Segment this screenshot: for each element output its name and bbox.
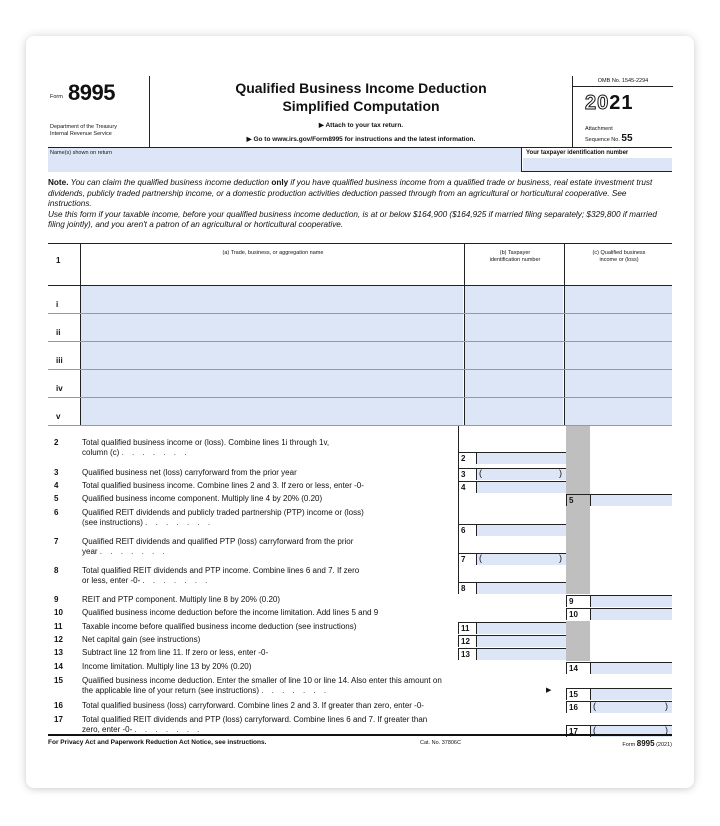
qbi-amount-field[interactable] xyxy=(565,370,672,397)
line-box-number: 9 xyxy=(566,595,590,607)
col-b-head-cell xyxy=(464,244,564,285)
line-box-number: 6 xyxy=(458,524,476,536)
line-text: Total qualified business income or (loss). Combine lines 1i through 1v, xyxy=(82,438,330,447)
footer-form-number: 8995 xyxy=(636,739,655,748)
qbi-amount-field[interactable] xyxy=(565,286,672,313)
line-number: 3 xyxy=(54,468,59,477)
open-paren: ( xyxy=(479,553,482,563)
line-number: 10 xyxy=(54,608,63,617)
line-text: Total qualified business income. Combine lines 2 and 3. If zero or less, enter -0- xyxy=(82,481,364,490)
form-title xyxy=(150,80,572,115)
name-field[interactable] xyxy=(48,148,522,172)
line-box-number: 16 xyxy=(566,701,590,713)
note-text-1 xyxy=(48,178,672,210)
title-line-1: Qualified Business Income Deduction xyxy=(235,80,487,96)
line-text: Total qualified REIT dividends and PTP income. Combine lines 6 and 7. If zero xyxy=(82,566,360,575)
trade-name-field[interactable] xyxy=(81,286,463,313)
year-outline: 20 xyxy=(585,92,610,114)
line-amount-field[interactable] xyxy=(476,622,566,634)
line-box-number: 17 xyxy=(566,725,590,737)
table-row xyxy=(48,398,672,426)
table-row xyxy=(48,314,672,342)
line-number: 16 xyxy=(54,701,63,710)
line-amount-field[interactable] xyxy=(476,481,566,493)
line-description xyxy=(82,608,562,618)
footer-form-id xyxy=(622,739,672,748)
row-label: iv xyxy=(56,384,63,393)
line-text: Qualified business net (loss) carryforward from the prior year xyxy=(82,468,297,477)
year-solid: 21 xyxy=(609,92,634,114)
catalog-number: Cat. No. 37806C xyxy=(420,740,461,746)
line-description xyxy=(82,438,452,457)
line-description xyxy=(82,662,562,672)
line-number: 13 xyxy=(54,648,63,657)
line-number: 12 xyxy=(54,635,63,644)
sequence-label: Sequence No. xyxy=(585,136,620,143)
line-box-number: 10 xyxy=(566,608,590,620)
line-number: 6 xyxy=(54,508,59,517)
note-text-1a: You can claim the qualified business income deduction xyxy=(68,178,272,187)
line-amount-field[interactable] xyxy=(476,524,566,536)
sequence-number: 55 xyxy=(621,132,633,144)
taxpayer-id-field[interactable] xyxy=(465,342,563,369)
line-amount-field[interactable] xyxy=(476,553,566,565)
line-text: Qualified business income deduction. Enter the smaller of line 10 or line 14. Also enter this amount on xyxy=(82,676,442,685)
table-header xyxy=(48,244,672,286)
line-text: Qualified business income deduction before the income limitation. Add lines 5 and 9 xyxy=(82,608,379,617)
line-number: 8 xyxy=(54,566,59,575)
form-8995 xyxy=(48,76,672,748)
leader-dots: . . . . . . . xyxy=(142,575,211,585)
close-paren: ) xyxy=(665,701,668,711)
line-amount-field[interactable] xyxy=(590,701,672,713)
close-paren: ) xyxy=(665,725,668,735)
col-a-head-cell xyxy=(80,244,464,285)
line-description xyxy=(82,508,452,527)
name-row xyxy=(48,148,672,172)
line-number: 14 xyxy=(54,662,63,671)
taxpayer-id-field[interactable] xyxy=(465,286,563,313)
line-description xyxy=(82,494,562,504)
line-description xyxy=(82,537,452,556)
line-number: 5 xyxy=(54,494,59,503)
line-text-2: zero, enter -0- xyxy=(82,724,133,734)
line-text: Net capital gain (see instructions) xyxy=(82,635,201,644)
line-number: 11 xyxy=(54,622,63,631)
line-amount-field[interactable] xyxy=(590,595,672,607)
line-text-cont xyxy=(82,547,452,557)
shaded-column xyxy=(566,621,590,661)
name-label: Name(s) shown on return xyxy=(50,150,113,156)
note-text-1b: if you have qualified business income from a qualified trade or business, real estate investment trust dividends, publicly traded partnership income, or a domestic production activities deduction passed through from an agricultural or horticultural cooperative. See instructions. xyxy=(48,178,653,208)
department-block xyxy=(50,124,117,137)
line-description xyxy=(82,622,452,632)
line-amount-field[interactable] xyxy=(476,635,566,647)
attachment-label: Attachment xyxy=(585,126,613,132)
line-description xyxy=(82,481,452,491)
line-text-cont xyxy=(82,576,452,586)
department: Department of the Treasury xyxy=(50,124,117,130)
line-text: Income limitation. Multiply line 13 by 20% (0.20) xyxy=(82,662,252,671)
note-only: only xyxy=(271,178,289,187)
leader-dots: . . . . . . . xyxy=(121,447,190,457)
arrow-icon: ▶ xyxy=(546,687,552,694)
line-number: 7 xyxy=(54,537,59,546)
line-text: Qualified REIT dividends and publicly traded partnership (PTP) income or (loss) xyxy=(82,508,364,517)
col-b-header-1: (b) Taxpayer xyxy=(499,250,531,256)
line-text-2: year xyxy=(82,546,98,556)
line-text: Total qualified REIT dividends and PTP (loss) carryforward. Combine lines 6 and 7. If greater than xyxy=(82,715,428,724)
line-1-table xyxy=(48,244,672,426)
close-paren: ) xyxy=(559,468,562,478)
line-description xyxy=(82,595,562,605)
trade-name-field[interactable] xyxy=(81,398,463,425)
irs-name: Internal Revenue Service xyxy=(50,130,112,137)
line-text-cont xyxy=(82,518,452,528)
line-description xyxy=(82,566,452,585)
title-line-2: Simplified Computation xyxy=(282,97,440,114)
line-amount-field[interactable] xyxy=(590,662,672,674)
form-word: Form xyxy=(50,94,63,100)
line-text: Taxable income before qualified business income deduction (see instructions) xyxy=(82,622,357,631)
qbi-amount-field[interactable] xyxy=(565,314,672,341)
line-amount-field[interactable] xyxy=(476,648,566,660)
footer-form-word: Form xyxy=(622,742,636,748)
table-row xyxy=(48,286,672,314)
footer-form-year: (2021) xyxy=(656,742,672,748)
table-row xyxy=(48,370,672,398)
col-c-head-cell xyxy=(564,244,672,285)
taxpayer-id-field[interactable] xyxy=(465,398,563,425)
form-id-block xyxy=(48,76,150,148)
table-row xyxy=(48,342,672,370)
line-text-cont xyxy=(82,686,562,696)
line-text-cont xyxy=(82,448,452,458)
line-box-number: 12 xyxy=(458,635,476,647)
line-box-number: 2 xyxy=(458,452,476,464)
line-box-number: 4 xyxy=(458,481,476,493)
line-amount-field[interactable] xyxy=(476,468,566,480)
leader-dots: . . . . . . . xyxy=(145,517,214,527)
qbi-amount-field[interactable] xyxy=(565,398,672,425)
col-c-header-1: (c) Qualified business xyxy=(592,250,646,256)
trade-name-field[interactable] xyxy=(81,342,463,369)
line-text: Total qualified business (loss) carryforward. Combine lines 2 and 3. If greater than zero, enter -0- xyxy=(82,701,424,710)
tin-label: Your taxpayer identification number xyxy=(526,150,629,156)
leader-dots: . . . . . . . xyxy=(261,685,330,695)
open-paren: ( xyxy=(479,468,482,478)
close-paren: ) xyxy=(559,553,562,563)
note-lead: Note. xyxy=(48,178,69,187)
line-number: 4 xyxy=(54,481,59,490)
line-description xyxy=(82,648,452,658)
leader-dots: . . . . . . . xyxy=(99,546,168,556)
note-text-2: Use this form if your taxable income, before your qualified business income deduction, is at or below $164,900 ($164,925 if married filing separately; $329,800 if married filing jointly), and you aren't a patron of an agricultural or horticultural cooperative. xyxy=(48,209,657,229)
line-description xyxy=(82,676,562,695)
taxpayer-id-field[interactable] xyxy=(465,314,563,341)
line-text: REIT and PTP component. Multiply line 8 by 20% (0.20) xyxy=(82,595,281,604)
line-description xyxy=(82,468,452,478)
form-number: 8995 xyxy=(68,80,115,105)
line-box-number: 3 xyxy=(458,468,476,480)
line-box-number: 11 xyxy=(458,622,476,634)
line-box-number: 8 xyxy=(458,582,476,594)
line-amount-field[interactable] xyxy=(476,452,566,464)
qbi-amount-field[interactable] xyxy=(565,342,672,369)
line-amount-field[interactable] xyxy=(476,582,566,594)
col-b-header xyxy=(465,250,565,264)
line-text-2: or less, enter -0- xyxy=(82,575,141,585)
attach-instruction: ▶ Attach to your tax return. xyxy=(318,122,404,129)
col-c-header-2: income or (loss) xyxy=(599,257,639,264)
line-description xyxy=(82,635,452,645)
line-text: Subtract line 12 from line 11. If zero or less, enter -0- xyxy=(82,648,269,657)
omb-number: OMB No. 1545-2294 xyxy=(573,78,673,87)
row-label: v xyxy=(56,412,61,421)
form-header xyxy=(48,76,672,148)
goto-instruction: ▶ Go to www.irs.gov/Form8995 for instructions and the latest information. xyxy=(246,136,476,143)
line-amount-field[interactable] xyxy=(590,608,672,620)
row-label: iii xyxy=(56,356,63,365)
line-text: Qualified REIT dividends and qualified PTP (loss) carryforward from the prior xyxy=(82,537,354,546)
taxpayer-id-field[interactable] xyxy=(465,370,563,397)
sequence-row xyxy=(585,133,633,145)
line-text-2: the applicable line of your return (see instructions) xyxy=(82,685,259,695)
col-a-header: (a) Trade, business, or aggregation name xyxy=(222,250,324,256)
col-b-header-2: identification number xyxy=(489,257,541,264)
col-c-header xyxy=(565,250,673,264)
tax-year xyxy=(585,92,634,115)
line-number: 9 xyxy=(54,595,59,604)
form-footer xyxy=(48,734,672,748)
line-description xyxy=(82,701,562,711)
open-paren: ( xyxy=(593,701,596,711)
line-text-2: column (c) xyxy=(82,447,120,457)
attachment-sequence xyxy=(585,126,633,145)
leader-dots: . . . . . . . xyxy=(134,724,203,734)
privacy-notice: For Privacy Act and Paperwork Reduction Act Notice, see instructions. xyxy=(48,739,267,746)
line-amount-field[interactable] xyxy=(590,494,672,506)
line-amount-field[interactable] xyxy=(590,688,672,700)
line-box-number: 14 xyxy=(566,662,590,674)
line-number: 17 xyxy=(54,715,63,724)
line-text-2: (see instructions) xyxy=(82,517,143,527)
line-text-cont xyxy=(82,725,562,735)
line-box-number: 7 xyxy=(458,553,476,565)
row-label: ii xyxy=(56,328,61,337)
line-description xyxy=(82,715,562,734)
line-box-number: 15 xyxy=(566,688,590,700)
trade-name-field[interactable] xyxy=(81,370,463,397)
line-number: 15 xyxy=(54,676,63,685)
line-text: Qualified business income component. Multiply line 4 by 20% (0.20) xyxy=(82,494,323,503)
omb-block xyxy=(572,76,672,148)
row-label: i xyxy=(56,300,59,309)
line-number-1: 1 xyxy=(56,256,61,265)
shaded-column xyxy=(566,426,590,594)
note-paragraph xyxy=(48,178,672,231)
line-box-number: 5 xyxy=(566,494,590,506)
line-number: 2 xyxy=(54,438,59,447)
open-paren: ( xyxy=(593,725,596,735)
tin-field[interactable] xyxy=(523,158,672,171)
line-box-number: 13 xyxy=(458,648,476,660)
trade-name-field[interactable] xyxy=(81,314,463,341)
